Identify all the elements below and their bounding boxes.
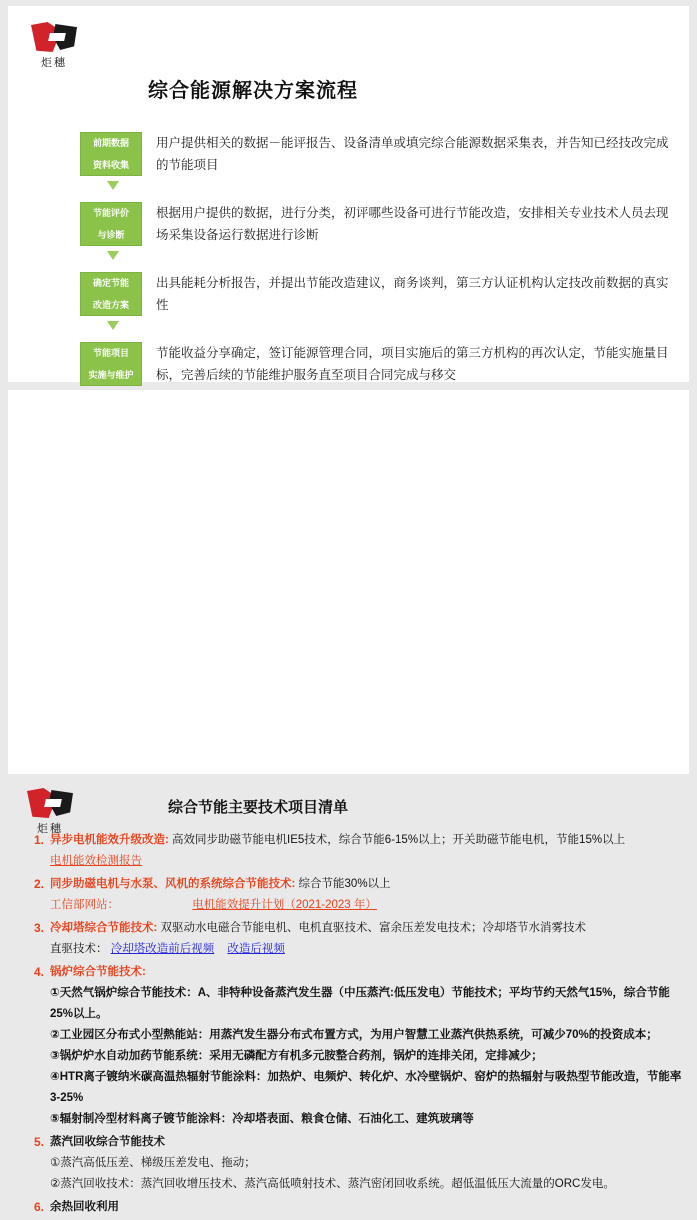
company-logo-icon xyxy=(31,22,77,52)
flow-step-4-tag-line2: 实施与维护 xyxy=(88,369,134,380)
cooling-tower-after-video-link[interactable]: 改造后视频 xyxy=(227,943,285,955)
sub-item: ③锅炉炉水自动加药节能系统：采用无磷配方有机多元胺整合药剂，锅炉的连排关闭，定排减少； xyxy=(50,1050,543,1062)
list-item-body xyxy=(50,1197,682,1218)
list-item-text: 高效同步助磁节能电机IE5技术，综合节能6-15%以上；开关助磁节能电机，节能15%以上 xyxy=(172,834,626,846)
logo-name: 炬穗 xyxy=(41,56,67,69)
flow-step-2-tag-line1: 节能评价 xyxy=(92,207,129,218)
list-item-number: 1. xyxy=(33,833,44,847)
list-item-number: 4. xyxy=(33,965,44,979)
tech-list-title: 综合节能主要技术项目清单 xyxy=(168,799,349,816)
list-item-body xyxy=(50,1132,682,1195)
direct-drive-label: 直驱技术： xyxy=(50,943,108,955)
list-item-body xyxy=(50,962,682,1130)
company-logo-icon xyxy=(27,788,73,818)
flow-step-3 xyxy=(80,272,670,316)
logo-white-slash xyxy=(48,33,66,41)
sub-item: ①天然气锅炉综合节能技术：A、非特种设备蒸汽发生器（中压蒸汽:低压发电）节能技术；平均节约天然气15%，综合节能25%以上。 xyxy=(50,987,670,1020)
flow-step-3-tag-line2: 改造方案 xyxy=(92,299,129,310)
list-item xyxy=(22,1132,682,1195)
flow-step-1-tag-line2: 资料收集 xyxy=(92,159,129,170)
list-item-heading: 同步助磁电机与水泵、风机的系统综合节能技术: xyxy=(50,878,296,890)
flow-step-4-tag-line1: 节能项目 xyxy=(92,347,129,358)
flow-step-1-text: 用户提供相关的数据－能评报告、设备清单或填完综合能源数据采集表，并告知已经技改完成的节能项目 xyxy=(156,136,669,172)
flow-step-2 xyxy=(80,202,670,246)
list-item-number: 5. xyxy=(33,1135,44,1149)
tech-list xyxy=(22,830,682,1220)
sub-item: ②蒸汽回收技术：蒸汽回收增压技术、蒸汽高低喷射技术、蒸汽密闭回收系统。超低温低压大流量的ORC发电。 xyxy=(50,1178,615,1190)
sub-item: ⑤辐射制冷型材料离子镀节能涂料：冷却塔表面、粮食仓储、石油化工、建筑玻璃等 xyxy=(50,1113,474,1125)
list-item xyxy=(22,1197,682,1218)
list-item-body xyxy=(50,874,682,916)
list-item xyxy=(22,874,682,916)
logo-bottom xyxy=(22,788,78,836)
flow-step-3-tag xyxy=(80,272,142,316)
list-item-number: 3. xyxy=(33,921,44,935)
flow-step-3-text: 出具能耗分析报告，并提出节能改造建议，商务谈判，第三方认证机构认定技改前数据的真实性 xyxy=(156,276,669,312)
sub-item: ①蒸汽高低压差、梯级压差发电、拖动； xyxy=(50,1157,256,1169)
flow-step-1-tag xyxy=(80,132,142,176)
flow-step-3-tag-line1: 确定节能 xyxy=(92,277,129,288)
list-item-body xyxy=(50,918,682,960)
flow-step-1-tag-line1: 前期数据 xyxy=(92,137,129,148)
list-item-heading: 锅炉综合节能技术: xyxy=(50,966,146,978)
list-item-number: 2. xyxy=(33,877,44,891)
flow-step-4-text: 节能收益分享确定，签订能源管理合同，项目实施后的第三方机构的再次认定，节能实施量目标，完善后续的节能维护服务直至项目合同完成与移交 xyxy=(156,346,669,382)
flow-list xyxy=(80,132,670,412)
page-title: 综合能源解决方案流程 xyxy=(148,80,358,102)
list-item xyxy=(22,830,682,872)
list-item-text: 综合节能30%以上 xyxy=(298,878,391,890)
flow-step-2-text: 根据用户提供的数据，进行分类，初评哪些设备可进行节能改造，安排相关专业技术人员去现场采集设备运行数据进行诊断 xyxy=(156,206,669,242)
flow-step-2-tag-line2: 与诊断 xyxy=(97,229,125,240)
list-item-heading: 异步电机能效升级改造: xyxy=(50,834,169,846)
flow-arrow-icon xyxy=(107,251,119,260)
list-item-heading: 冷却塔综合节能技术: xyxy=(50,922,158,934)
flow-step-2-tag xyxy=(80,202,142,246)
sub-item: ④HTR离子镀纳米碳高温热辐射节能涂料：加热炉、电频炉、转化炉、水冷壁锅炉、窑炉的热辐射与吸热型节能改造，节能率3-25% xyxy=(50,1071,682,1104)
motor-efficiency-plan-link[interactable]: 电机能效提升计划（2021-2023 年） xyxy=(192,899,377,911)
cooling-tower-before-after-video-link[interactable]: 冷却塔改造前后视频 xyxy=(110,943,215,955)
flow-arrow-icon xyxy=(107,181,119,190)
logo-top xyxy=(26,22,82,70)
logo-white-slash xyxy=(44,799,62,807)
list-item-body xyxy=(50,830,682,872)
electric-motor-report-link[interactable]: 电机能效检测报告 xyxy=(50,855,142,867)
flow-step-4 xyxy=(80,342,670,386)
list-item-heading: 蒸汽回收综合节能技术 xyxy=(50,1136,165,1148)
flow-panel xyxy=(8,6,689,382)
list-item-heading: 余热回收利用 xyxy=(50,1201,119,1213)
ministry-site-label: 工信部网站： xyxy=(50,899,119,911)
list-item-text: 双驱动水电磁合节能电机、电机直驱技术、富余压差发电技术；冷却塔节水消雾技术 xyxy=(160,922,587,934)
flow-step-1 xyxy=(80,132,670,176)
flow-step-4-tag xyxy=(80,342,142,386)
tech-list-panel xyxy=(8,390,689,1214)
logo-name: 炬穗 xyxy=(37,822,63,835)
list-item xyxy=(22,962,682,1130)
list-item xyxy=(22,918,682,960)
sub-item: ②工业园区分布式小型熱能站：用蒸汽发生器分布式布置方式，为用户智慧工业蒸汽供热系统，可减少70%的投资成本； xyxy=(50,1029,658,1041)
flow-arrow-icon xyxy=(107,321,119,330)
list-item-number: 6. xyxy=(33,1200,44,1214)
